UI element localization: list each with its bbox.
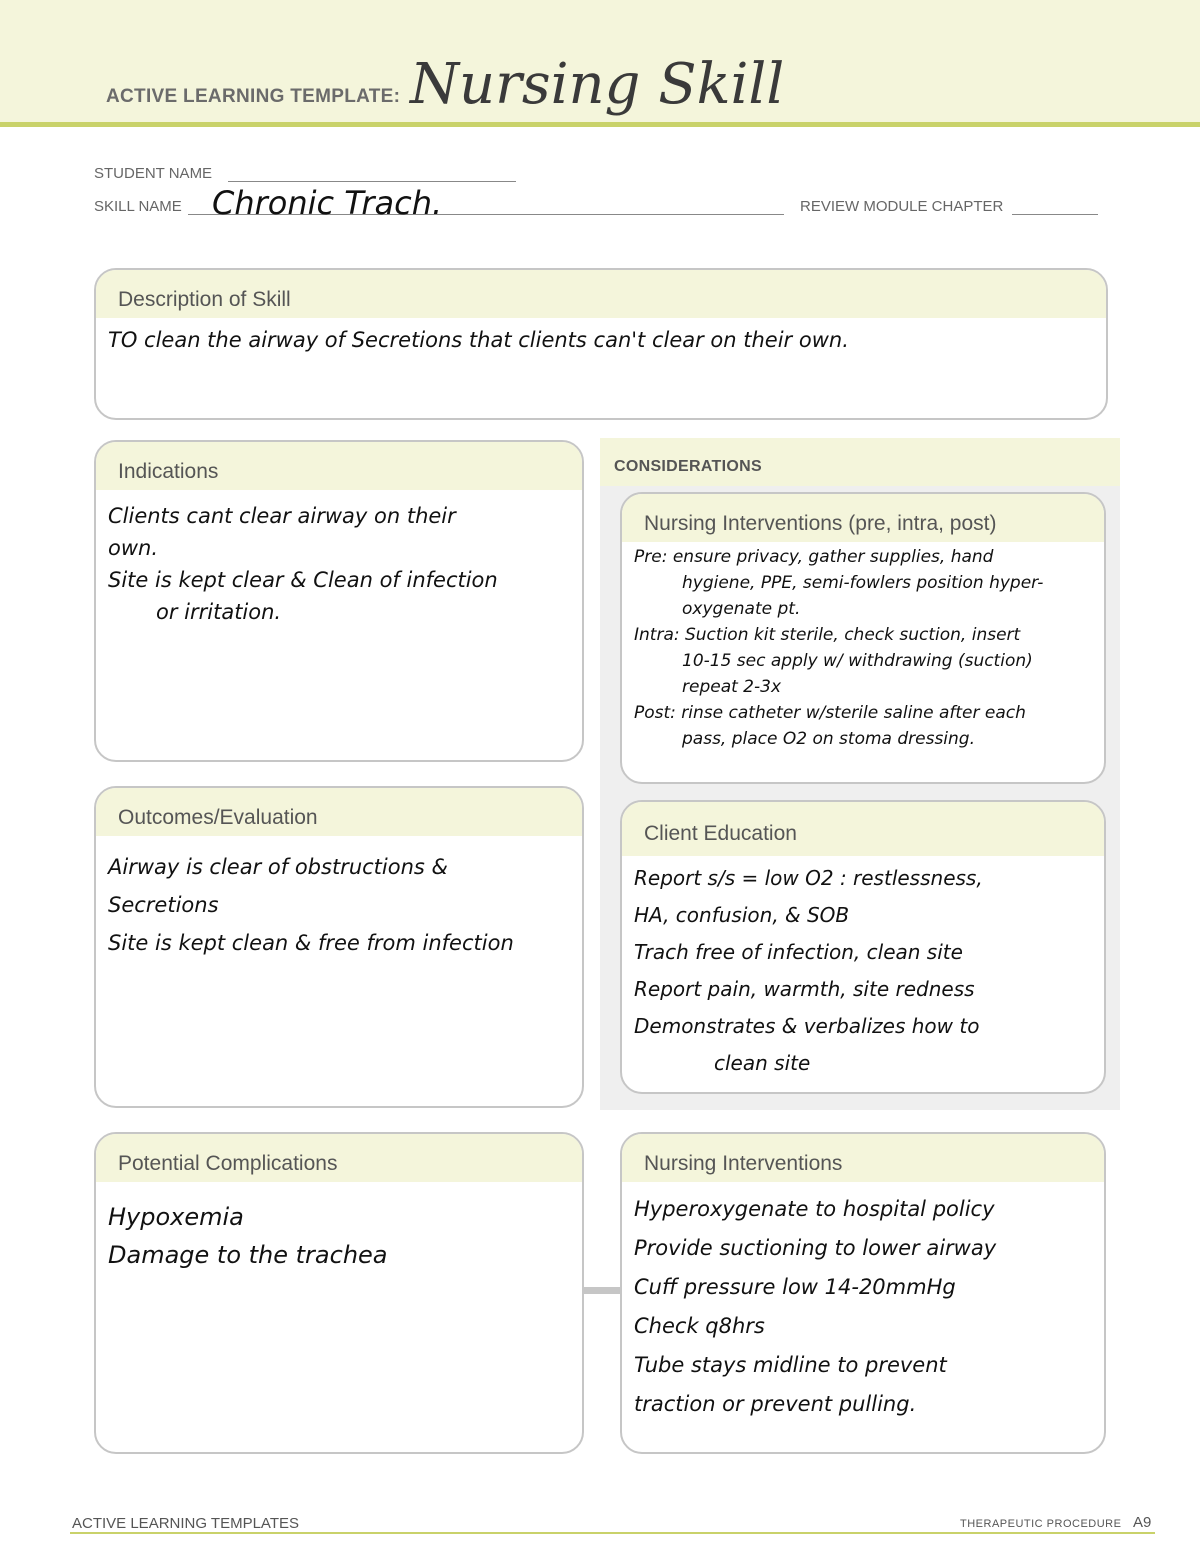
complications-line: Hypoxemia <box>108 1203 244 1231</box>
intervention-line: Check q8hrs <box>634 1314 765 1338</box>
nursing-interventions-title: Nursing Interventions <box>622 1134 1104 1182</box>
outcomes-body <box>96 836 582 962</box>
description-box <box>94 268 1108 420</box>
client-education-title: Client Education <box>622 802 1104 856</box>
ppp-line: 10-15 sec apply w/ withdrawing (suction) <box>682 651 1033 671</box>
complications-box <box>94 1132 584 1454</box>
review-module-label: REVIEW MODULE CHAPTER <box>800 198 1004 215</box>
nursing-interventions-box <box>620 1132 1106 1454</box>
outcomes-box <box>94 786 584 1108</box>
education-line: Demonstrates & verbalizes how to <box>634 1014 980 1038</box>
box-connector <box>583 1287 621 1294</box>
description-title: Description of Skill <box>96 270 1106 318</box>
outcomes-line: Secretions <box>108 893 219 917</box>
indications-line: Clients cant clear airway on their <box>108 504 456 528</box>
template-label: ACTIVE LEARNING TEMPLATE: <box>106 86 401 107</box>
intervention-line: Cuff pressure low 14-20mmHg <box>634 1275 956 1299</box>
education-line: clean site <box>714 1051 811 1075</box>
indications-line: own. <box>108 536 159 560</box>
indications-line: Site is kept clear & Clean of infection <box>108 568 498 592</box>
skill-name-value: Chronic Trach. <box>212 184 443 222</box>
ppp-line: Post: rinse catheter w/sterile saline after each <box>634 703 1026 723</box>
considerations-label: CONSIDERATIONS <box>614 458 762 475</box>
nursing-interventions-body <box>622 1182 1104 1424</box>
description-body <box>96 318 1106 356</box>
outcomes-line: Airway is clear of obstructions & <box>108 855 448 879</box>
nursing-interventions-ppp-title: Nursing Interventions (pre, intra, post) <box>622 494 1104 542</box>
client-education-body <box>622 856 1104 1082</box>
indications-body <box>96 490 582 628</box>
footer-right-label: THERAPEUTIC PROCEDURE <box>960 1518 1122 1530</box>
nursing-interventions-ppp-box <box>620 492 1106 784</box>
outcomes-line: Site is kept clean & free from infection <box>108 931 514 955</box>
page-number: A9 <box>1133 1514 1152 1531</box>
student-name-label: STUDENT NAME <box>94 165 213 182</box>
indications-line: or irritation. <box>156 600 282 624</box>
education-line: Trach free of infection, clean site <box>634 940 963 964</box>
ppp-line: repeat 2-3x <box>682 677 782 697</box>
student-name-line[interactable] <box>228 181 516 182</box>
intervention-line: Provide suctioning to lower airway <box>634 1236 997 1260</box>
complications-body <box>96 1182 582 1274</box>
ppp-line: oxygenate pt. <box>682 599 801 619</box>
description-line: TO clean the airway of Secretions that clients can't clear on their own. <box>108 328 849 352</box>
ppp-line: Intra: Suction kit sterile, check suction, insert <box>634 625 1021 645</box>
header-rule <box>0 122 1200 127</box>
ppp-line: hygiene, PPE, semi-fowlers position hyper- <box>682 573 1044 593</box>
complications-line: Damage to the trachea <box>108 1241 388 1269</box>
education-line: Report s/s = low O2 : restlessness, <box>634 866 983 890</box>
footer-left-label: ACTIVE LEARNING TEMPLATES <box>72 1515 299 1532</box>
footer-rule <box>70 1532 1155 1534</box>
indications-box <box>94 440 584 762</box>
ppp-line: pass, place O2 on stoma dressing. <box>682 729 976 749</box>
education-line: Report pain, warmth, site redness <box>634 977 975 1001</box>
intervention-line: traction or prevent pulling. <box>634 1392 917 1416</box>
intervention-line: Tube stays midline to prevent <box>634 1353 947 1377</box>
intervention-line: Hyperoxygenate to hospital policy <box>634 1197 995 1221</box>
ppp-line: Pre: ensure privacy, gather supplies, hand <box>634 547 994 567</box>
indications-title: Indications <box>96 442 582 490</box>
nursing-interventions-ppp-body <box>622 542 1104 752</box>
client-education-box <box>620 800 1106 1094</box>
page-title: Nursing Skill <box>410 52 785 117</box>
skill-name-label: SKILL NAME <box>94 198 182 215</box>
review-module-line[interactable] <box>1012 214 1098 215</box>
complications-title: Potential Complications <box>96 1134 582 1182</box>
outcomes-title: Outcomes/Evaluation <box>96 788 582 836</box>
education-line: HA, confusion, & SOB <box>634 903 850 927</box>
